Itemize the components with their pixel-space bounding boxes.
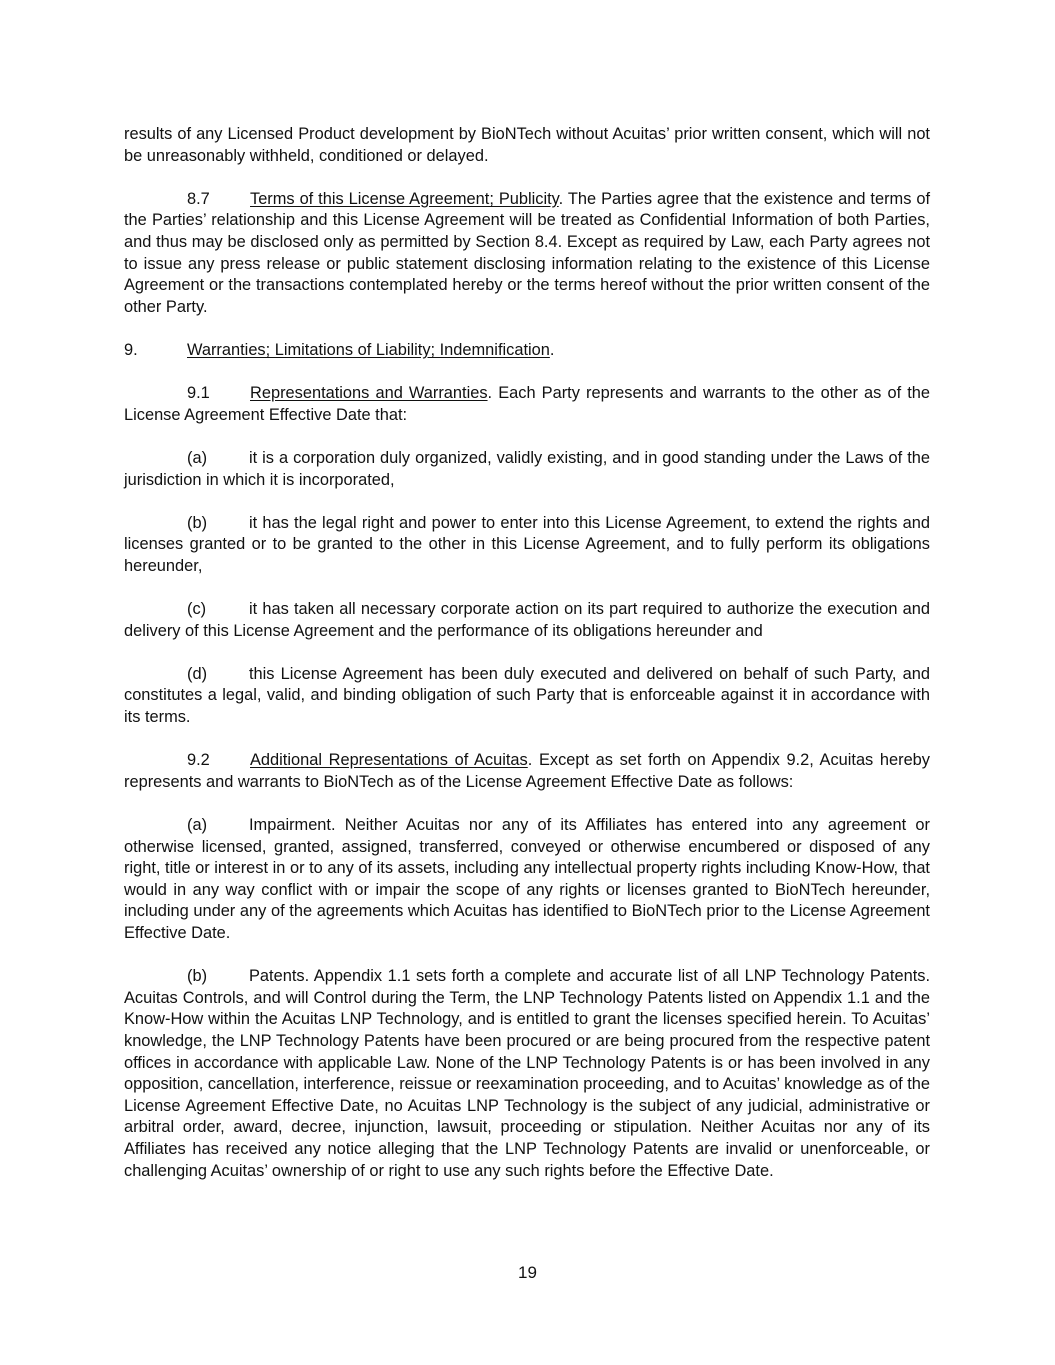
section-9-heading: 9. Warranties; Limitations of Liability; Indemnification. xyxy=(124,340,930,362)
section-9-1-item xyxy=(124,448,930,491)
section-9-1-item xyxy=(124,513,930,578)
section-8-7-title: Terms of this License Agreement; Publicity xyxy=(250,189,559,208)
section-9-1-title: Representations and Warranties xyxy=(250,384,488,403)
section-9-2-item-text: Patents. Appendix 1.1 sets forth a complete and accurate list of all LNP Technology Patents. Acuitas Controls, and will Control during the Term, the LNP Technology Patents listed on Appendix 1.1 and the Know-How within the Acuitas LNP Technology, and is entitled to grant the licenses specified herein. To Acuitas’ knowledge, the LNP Technology Patents have been procured or are being procured from the respective patent offices in accordance with applicable Law. None of the LNP Technology Patents is or has been involved in any opposition, cancellation, interference, reissue or reexamination proceeding, and to Acuitas’ knowledge as of the License Agreement Effective Date, no Acuitas LNP Technology is the subject of any judicial, administrative or arbitral order, award, decree, injunction, lawsuit, proceeding or stipulation. Neither Acuitas nor any of its Affiliates has received any notice alleging that the LNP Technology Patents are invalid or unenforceable, or challenging Acuitas’ ownership of or right to use any such rights before the Effective Date. xyxy=(124,967,930,1180)
section-9-1-item-text: it is a corporation duly organized, validly existing, and in good standing under the Laws of the jurisdiction in which it is incorporated, xyxy=(124,448,930,489)
section-9-1-item-text: it has the legal right and power to enter into this License Agreement, to extend the rights and licenses granted or to be granted to the other in this License Agreement, and to fully perform its obligations hereunder, xyxy=(124,513,930,575)
page-number: 19 xyxy=(518,1263,537,1282)
section-9-2-body: Except as set forth on Appendix 9.2, Acuitas hereby represents and warrants to BioNTech as of the License Agreement Effective Date as follows: xyxy=(124,751,930,791)
section-9-1-item-label: (d) xyxy=(187,664,208,683)
section-9-title: Warranties; Limitations of Liability; Indemnification xyxy=(187,340,550,359)
section-9-1-number: 9.1 xyxy=(187,384,210,403)
section-9-1-item-text: this License Agreement has been duly executed and delivered on behalf of such Party, and constitutes a legal, valid, and binding obligation of such Party that is enforceable against it in accordance with its terms. xyxy=(124,664,930,727)
section-9-2-item xyxy=(124,966,930,1182)
section-9-1: 9.1 Representations and Warranties. Each Party represents and warrants to the other as of the License Agreement Effective Date that: xyxy=(124,384,931,424)
section-9-1-item-label: (c) xyxy=(187,600,207,619)
document-page xyxy=(124,124,930,1204)
section-9-2-item-label: (b) xyxy=(187,967,208,986)
section-8-7-number: 8.7 xyxy=(187,189,210,208)
intro-paragraph: results of any Licensed Product development by BioNTech without Acuitas’ prior written consent, which will not be unreasonably withheld, conditioned or delayed. xyxy=(124,125,930,165)
section-9-2-item-text: Impairment. Neither Acuitas nor any of its Affiliates has entered into any agreement or otherwise licensed, granted, assigned, transferred, conveyed or otherwise encumbered or disposed of any right, title or interest in or to any of its assets, including any intellectual property rights including Know-How, that would in any way conflict with or impair the scope of any rights or licenses granted to BioNTech hereunder, including under any of the agreements which Acuitas has identified to BioNTech prior to the License Agreement Effective Date. xyxy=(124,816,930,942)
section-9-2-item xyxy=(124,815,930,945)
section-9-2: 9.2 Additional Representations of Acuitas. Except as set forth on Appendix 9.2, Acuitas hereby represents and warrants to BioNTech as of the License Agreement Effective Date as follows: xyxy=(124,751,930,791)
section-9-2-item-label: (a) xyxy=(187,816,208,834)
section-9-1-item xyxy=(124,599,930,642)
section-9-1-item-text: it has taken all necessary corporate action on its part required to authorize the execution and delivery of this License Agreement and the performance of its obligations hereunder and xyxy=(124,600,930,640)
section-9-2-title: Additional Representations of Acuitas xyxy=(250,751,528,770)
section-9-1-item xyxy=(124,664,930,729)
section-9-1-item-label: (b) xyxy=(187,513,208,532)
section-9-2-number: 9.2 xyxy=(187,751,210,770)
section-9-1-body: Each Party represents and warrants to the other as of the License Agreement Effective Date that: xyxy=(124,384,931,424)
section-9-number: 9. xyxy=(124,340,138,359)
section-8-7-body: The Parties agree that the existence and terms of the Parties’ relationship and this License Agreement will be treated as Confidential Information of both Parties, and thus may be disclosed only as permitted by Section 8.4. Except as required by Law, each Party agrees not to issue any press release or public statement disclosing information relating to the existence of this License Agreement or the transactions contemplated hereby or the terms hereof without the prior written consent of the other Party. xyxy=(124,189,931,316)
section-8-7: 8.7 Terms of this License Agreement; Publicity. The Parties agree that the existence and terms of the Parties’ relationship and this License Agreement will be treated as Confidential Information of both Parties, and thus may be disclosed only as permitted by Section 8.4. Except as required by Law, each Party agrees not to issue any press release or public statement disclosing information relating to the existence of this License Agreement or the transactions contemplated hereby or the terms hereof without the prior written consent of the other Party. xyxy=(124,189,931,316)
section-9-1-item-label: (a) xyxy=(187,448,208,467)
